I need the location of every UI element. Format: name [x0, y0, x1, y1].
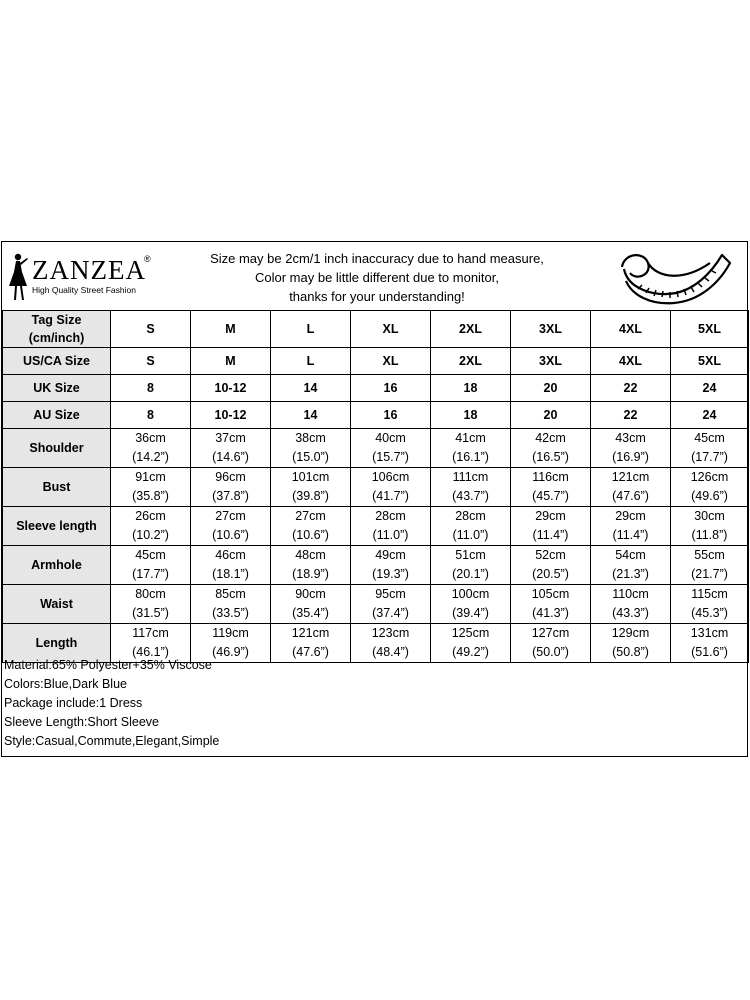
measurement-inch: (11.4”) — [532, 528, 569, 542]
measurement-cell — [191, 507, 271, 546]
size-cell: 16 — [351, 375, 431, 402]
measurement-cm: 29cm — [615, 509, 646, 523]
measurement-cell — [191, 585, 271, 624]
measurement-cm: 55cm — [694, 548, 725, 562]
measurement-cm: 46cm — [215, 548, 246, 562]
size-row-label: AU Size — [3, 402, 111, 429]
measurement-cm: 90cm — [295, 587, 326, 601]
measurement-label: Armhole — [3, 546, 111, 585]
size-cell: 10-12 — [191, 375, 271, 402]
spec-package: Package include:1 Dress — [4, 696, 143, 710]
measurement-cell — [591, 624, 671, 663]
notice-line: thanks for your understanding! — [289, 289, 465, 304]
measurement-inch: (18.9”) — [292, 567, 329, 581]
size-cell: 3XL — [511, 311, 591, 348]
measurement-cell — [431, 624, 511, 663]
measurement-cell — [191, 546, 271, 585]
size-cell: S — [111, 348, 191, 375]
measurement-inch: (33.5”) — [212, 606, 249, 620]
size-cell: 18 — [431, 402, 511, 429]
size-cell: S — [111, 311, 191, 348]
measurement-inch: (51.6”) — [691, 645, 728, 659]
measurement-cell — [431, 507, 511, 546]
measurement-notice — [177, 249, 577, 306]
measurement-cm: 26cm — [135, 509, 166, 523]
measurement-cell — [591, 585, 671, 624]
brand-tagline: High Quality Street Fashion — [32, 285, 136, 295]
measurement-row — [3, 468, 749, 507]
measurement-inch: (35.4”) — [292, 606, 329, 620]
notice-line: Size may be 2cm/1 inch inaccuracy due to hand measure, — [210, 251, 544, 266]
measurement-cm: 95cm — [375, 587, 406, 601]
measurement-inch: (45.7”) — [532, 489, 569, 503]
measurement-cell — [111, 429, 191, 468]
measurement-cm: 119cm — [212, 626, 249, 640]
measurement-inch: (20.5”) — [532, 567, 569, 581]
size-cell: XL — [351, 311, 431, 348]
measurement-inch: (48.4”) — [372, 645, 409, 659]
measurement-inch: (45.3”) — [691, 606, 728, 620]
measurement-cell — [351, 507, 431, 546]
measurement-inch: (16.1”) — [452, 450, 489, 464]
measurement-cell — [591, 429, 671, 468]
measurement-inch: (10.2”) — [132, 528, 169, 542]
measurement-cm: 116cm — [532, 470, 569, 484]
measurement-inch: (17.7”) — [132, 567, 169, 581]
measurement-cell — [271, 429, 351, 468]
measurement-row — [3, 546, 749, 585]
measurement-inch: (21.7”) — [691, 567, 728, 581]
size-row — [3, 311, 749, 348]
size-cell: 16 — [351, 402, 431, 429]
measurement-cm: 54cm — [615, 548, 646, 562]
size-cell: 20 — [511, 402, 591, 429]
size-cell: 14 — [271, 402, 351, 429]
measurement-inch: (49.6”) — [691, 489, 728, 503]
measurement-cell — [671, 585, 749, 624]
measurement-label: Bust — [3, 468, 111, 507]
measurement-cell — [671, 624, 749, 663]
measurement-cell — [591, 468, 671, 507]
measurement-cm: 101cm — [291, 470, 330, 484]
measurement-cm: 125cm — [451, 626, 490, 640]
measurement-label: Shoulder — [3, 429, 111, 468]
measurement-inch: (20.1”) — [452, 567, 489, 581]
size-cell: 4XL — [591, 311, 671, 348]
measurement-cm: 43cm — [615, 431, 646, 445]
measurement-cm: 111cm — [452, 470, 489, 484]
measurement-cell — [511, 429, 591, 468]
size-cell: 24 — [671, 402, 749, 429]
notice-line: Color may be little different due to monitor, — [255, 270, 499, 285]
size-cell: 5XL — [671, 348, 749, 375]
measurement-cell — [671, 546, 749, 585]
measurement-cm: 30cm — [694, 509, 725, 523]
size-row-label: US/CA Size — [3, 348, 111, 375]
measurement-cell — [431, 468, 511, 507]
measurement-cm: 121cm — [291, 626, 330, 640]
measurement-cm: 100cm — [451, 587, 490, 601]
measurement-inch: (14.6”) — [212, 450, 249, 464]
size-cell: L — [271, 348, 351, 375]
measurement-row — [3, 429, 749, 468]
measurement-inch: (50.8”) — [612, 645, 649, 659]
measurement-cm: 28cm — [375, 509, 406, 523]
measurement-cell — [351, 468, 431, 507]
measurement-cm: 40cm — [375, 431, 406, 445]
measurement-cell — [271, 624, 351, 663]
measurement-cell — [271, 585, 351, 624]
measurement-inch: (11.4”) — [612, 528, 649, 542]
measurement-label: Length — [3, 624, 111, 663]
measurement-cell — [511, 585, 591, 624]
measurement-inch: (43.3”) — [612, 606, 649, 620]
size-cell: 24 — [671, 375, 749, 402]
size-row-label: UK Size — [3, 375, 111, 402]
measurement-cell — [591, 546, 671, 585]
size-cell: 8 — [111, 402, 191, 429]
measurement-inch: (21.3”) — [612, 567, 649, 581]
measurement-inch: (16.5”) — [532, 450, 569, 464]
size-cell: 18 — [431, 375, 511, 402]
size-cell: 10-12 — [191, 402, 271, 429]
measurement-cm: 115cm — [691, 587, 728, 601]
measurement-inch: (39.8”) — [292, 489, 329, 503]
measurement-inch: (15.0”) — [292, 450, 329, 464]
measurement-cm: 123cm — [371, 626, 410, 640]
measurement-inch: (10.6”) — [292, 528, 329, 542]
size-cell: 4XL — [591, 348, 671, 375]
brand-name: ZANZEA — [32, 255, 146, 285]
measurement-inch: (11.8”) — [691, 528, 728, 542]
measurement-cm: 127cm — [531, 626, 570, 640]
size-cell: 8 — [111, 375, 191, 402]
measurement-cm: 51cm — [455, 548, 486, 562]
spec-colors: Colors:Blue,Dark Blue — [4, 677, 127, 691]
fashion-figure-icon — [5, 252, 31, 302]
measurement-inch: (11.0”) — [452, 528, 489, 542]
size-row — [3, 402, 749, 429]
size-table — [2, 310, 749, 663]
measurement-cell — [351, 585, 431, 624]
measuring-tape-icon — [614, 245, 734, 307]
measurement-cm: 42cm — [535, 431, 566, 445]
measurement-inch: (37.4”) — [372, 606, 409, 620]
measurement-cell — [511, 624, 591, 663]
size-row-label-line: Tag Size — [31, 313, 82, 327]
measurement-cell — [431, 585, 511, 624]
measurement-cell — [511, 507, 591, 546]
measurement-inch: (49.2”) — [452, 645, 489, 659]
measurement-inch: (50.0”) — [532, 645, 569, 659]
measurement-cm: 37cm — [215, 431, 246, 445]
size-cell: L — [271, 311, 351, 348]
measurement-cm: 129cm — [611, 626, 650, 640]
measurement-label: Waist — [3, 585, 111, 624]
measurement-cm: 36cm — [135, 431, 166, 445]
measurement-cell — [351, 624, 431, 663]
measurement-cm: 49cm — [375, 548, 406, 562]
measurement-inch: (39.4”) — [452, 606, 489, 620]
spec-style: Style:Casual,Commute,Elegant,Simple — [4, 734, 220, 748]
measurement-cell — [431, 546, 511, 585]
size-cell: M — [191, 348, 271, 375]
measurement-cell — [191, 468, 271, 507]
measurement-cm: 27cm — [215, 509, 246, 523]
measurement-row — [3, 507, 749, 546]
measurement-cm: 29cm — [535, 509, 566, 523]
measurement-cell — [511, 468, 591, 507]
product-specs — [4, 656, 219, 751]
measurement-cell — [591, 507, 671, 546]
measurement-cell — [511, 546, 591, 585]
measurement-cm: 85cm — [215, 587, 246, 601]
measurement-cell — [111, 507, 191, 546]
size-cell: 3XL — [511, 348, 591, 375]
measurement-cm: 52cm — [535, 548, 566, 562]
measurement-cell — [111, 546, 191, 585]
measurement-cell — [351, 429, 431, 468]
measurement-inch: (14.2”) — [132, 450, 169, 464]
measurement-cm: 45cm — [135, 548, 166, 562]
measurement-cell — [271, 507, 351, 546]
measurement-cell — [431, 429, 511, 468]
measurement-inch: (46.1”) — [132, 645, 169, 659]
measurement-cm: 96cm — [215, 470, 246, 484]
measurement-inch: (16.9”) — [612, 450, 649, 464]
measurement-inch: (17.7”) — [691, 450, 728, 464]
measurement-cell — [671, 507, 749, 546]
size-chart-sheet — [1, 241, 748, 757]
measurement-inch: (41.7”) — [372, 489, 409, 503]
measurement-inch: (10.6”) — [212, 528, 249, 542]
measurement-cm: 80cm — [135, 587, 166, 601]
measurement-cell — [111, 585, 191, 624]
measurement-cell — [111, 468, 191, 507]
spec-material: Material:65% Polyester+35% Viscose — [4, 658, 212, 672]
measurement-cm: 126cm — [690, 470, 729, 484]
size-row — [3, 375, 749, 402]
measurement-label: Sleeve length — [3, 507, 111, 546]
size-cell: 22 — [591, 375, 671, 402]
registered-mark: ® — [144, 254, 151, 264]
measurement-cm: 48cm — [295, 548, 326, 562]
measurement-cm: 41cm — [455, 431, 486, 445]
measurement-cell — [271, 468, 351, 507]
size-chart-header — [2, 242, 747, 311]
measurement-inch: (46.9”) — [212, 645, 249, 659]
brand-logo — [5, 248, 175, 304]
size-cell: XL — [351, 348, 431, 375]
measurement-inch: (47.6”) — [292, 645, 329, 659]
measurement-inch: (43.7”) — [452, 489, 489, 503]
size-cell: 2XL — [431, 311, 511, 348]
spec-sleeve-length: Sleeve Length:Short Sleeve — [4, 715, 159, 729]
measurement-cell — [671, 429, 749, 468]
size-row — [3, 348, 749, 375]
measurement-inch: (47.6”) — [612, 489, 649, 503]
measurement-cm: 110cm — [612, 587, 649, 601]
measurement-inch: (19.3”) — [372, 567, 409, 581]
measurement-inch: (35.8”) — [132, 489, 169, 503]
measurement-inch: (18.1”) — [212, 567, 249, 581]
measurement-cm: 117cm — [132, 626, 169, 640]
measurement-inch: (37.8”) — [212, 489, 249, 503]
measurement-cm: 131cm — [690, 626, 729, 640]
measurement-cm: 45cm — [694, 431, 725, 445]
measurement-cm: 121cm — [611, 470, 650, 484]
measurement-cm: 91cm — [135, 470, 166, 484]
measurement-cell — [271, 546, 351, 585]
size-cell: M — [191, 311, 271, 348]
measurement-inch: (11.0”) — [372, 528, 409, 542]
measurement-cell — [351, 546, 431, 585]
size-cell: 2XL — [431, 348, 511, 375]
size-cell: 20 — [511, 375, 591, 402]
size-cell: 14 — [271, 375, 351, 402]
measurement-inch: (15.7”) — [372, 450, 409, 464]
size-cell: 5XL — [671, 311, 749, 348]
size-row-label — [3, 311, 111, 348]
size-row-label-line: (cm/inch) — [28, 331, 85, 345]
measurement-cell — [191, 429, 271, 468]
measurement-cm: 28cm — [455, 509, 486, 523]
measurement-row — [3, 585, 749, 624]
measurement-cm: 27cm — [295, 509, 326, 523]
measurement-cell — [671, 468, 749, 507]
measurement-cm: 38cm — [295, 431, 326, 445]
measurement-cm: 105cm — [531, 587, 570, 601]
measurement-cm: 106cm — [371, 470, 410, 484]
size-cell: 22 — [591, 402, 671, 429]
measurement-inch: (31.5”) — [132, 606, 169, 620]
measurement-inch: (41.3”) — [532, 606, 569, 620]
